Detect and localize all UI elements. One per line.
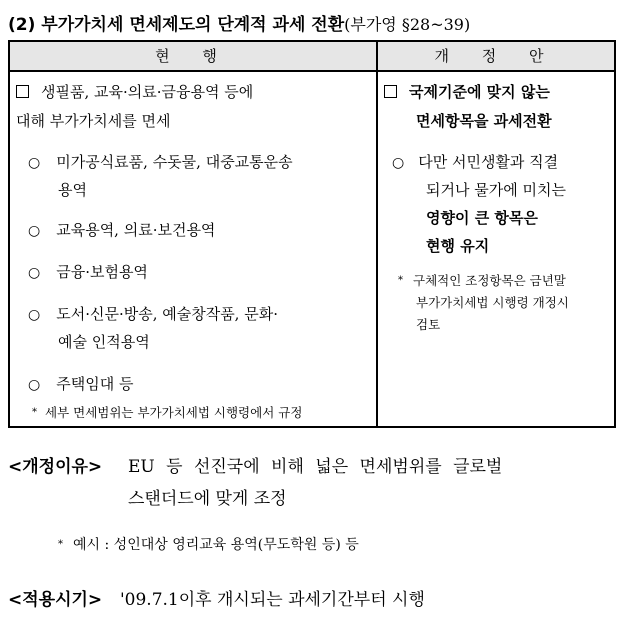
circle-bullet-icon: ○ bbox=[28, 307, 41, 323]
current-intro: 생필품, 교육·의료·금융용역 등에 bbox=[16, 78, 253, 107]
reason-line-1: EU 등 선진국에 비해 넓은 면세범위를 글로벌 bbox=[128, 457, 503, 477]
circle-bullet-icon: ○ bbox=[28, 265, 41, 281]
apply-text: '09.7.1이후 개시되는 과세기간부터 시행 bbox=[120, 590, 425, 610]
reason-line-2: 스탠더드에 맞게 조정 bbox=[128, 489, 287, 509]
revised-intro-cont: 면세항목을 과세전환 bbox=[416, 112, 552, 130]
revised-item-cont-3: 현행 유지 bbox=[426, 237, 490, 255]
reason-label: <개정이유> bbox=[8, 457, 103, 477]
circle-bullet-icon: ○ bbox=[28, 223, 41, 239]
square-bullet-icon bbox=[16, 85, 29, 98]
comparison-table bbox=[8, 40, 616, 428]
section-title bbox=[8, 10, 623, 36]
revised-note: * 구체적인 조정항목은 금년말 bbox=[398, 270, 566, 292]
revised-item-cont-2: 영향이 큰 항목은 bbox=[426, 209, 538, 227]
section-title-main: (2) 부가가치세 면세제도의 단계적 과세 전환 bbox=[8, 15, 345, 35]
revised-column bbox=[378, 72, 614, 426]
current-item-4: ○ 도서·신문·방송, 예술창작품, 문화· bbox=[28, 300, 278, 330]
current-item-3: ○ 금융·보험용역 bbox=[28, 258, 148, 288]
revised-item-cont-1: 되거나 물가에 미치는 bbox=[426, 181, 566, 199]
law-reference: (부가영 §28~39) bbox=[344, 15, 471, 34]
current-item-2: ○ 교육용역, 의료·보건용역 bbox=[28, 216, 215, 246]
header-revised: 개 정 안 bbox=[434, 47, 558, 65]
revised-note-cont-2: 검토 bbox=[416, 317, 441, 332]
reason-example: * 예시 : 성인대상 영리교육 용역(무도학원 등) 등 bbox=[58, 537, 359, 553]
revised-note-cont-1: 부가가치세법 시행령 개정시 bbox=[416, 295, 569, 310]
current-item-1-cont: 용역 bbox=[58, 181, 87, 199]
asterisk-icon: * bbox=[32, 407, 37, 418]
circle-bullet-icon: ○ bbox=[392, 155, 405, 171]
revised-intro: 국제기준에 맞지 않는 bbox=[384, 78, 550, 107]
current-item-1: ○ 미가공식료품, 수돗물, 대중교통운송 bbox=[28, 148, 293, 178]
square-bullet-icon bbox=[384, 85, 397, 98]
current-item-5: ○ 주택임대 등 bbox=[28, 370, 133, 400]
table-header bbox=[10, 42, 614, 72]
current-column bbox=[10, 72, 376, 426]
circle-bullet-icon: ○ bbox=[28, 377, 41, 393]
current-note: * 세부 면세범위는 부가가치세법 시행령에서 규정 bbox=[32, 398, 302, 427]
current-intro-cont: 대해 부가가치세를 면세 bbox=[16, 112, 171, 130]
circle-bullet-icon: ○ bbox=[28, 155, 41, 171]
header-current: 현 행 bbox=[155, 47, 231, 65]
revised-item: ○ 다만 서민생활과 직결 bbox=[392, 148, 558, 178]
asterisk-icon: * bbox=[398, 275, 403, 286]
current-item-4-cont: 예술 인적용역 bbox=[58, 333, 150, 351]
asterisk-icon: * bbox=[58, 539, 63, 550]
apply-label: <적용시기> bbox=[8, 590, 103, 610]
